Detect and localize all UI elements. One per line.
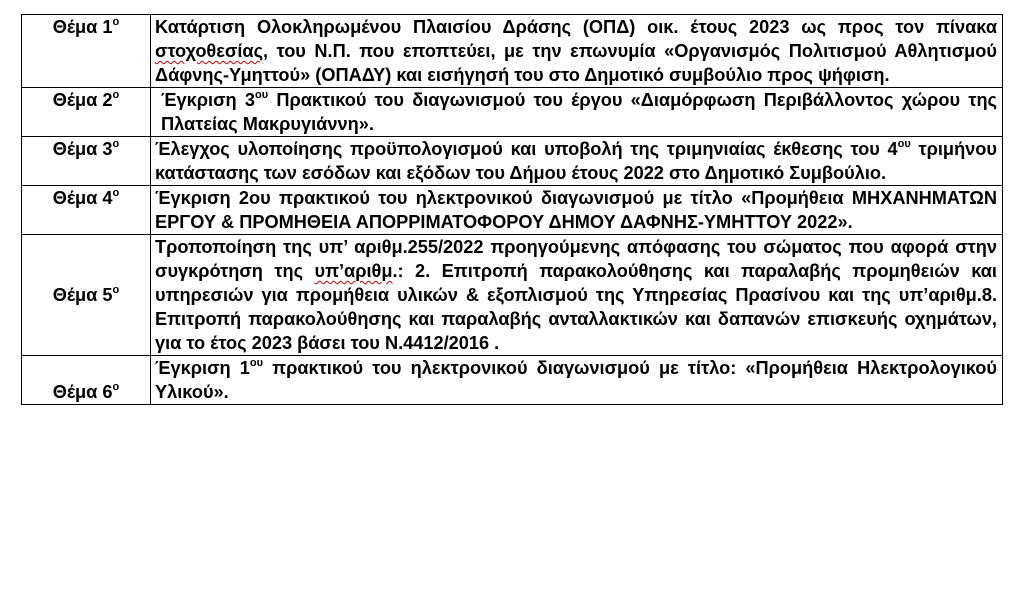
topic-description <box>151 186 1003 235</box>
topic-number: Θέμα 3 <box>52 139 113 159</box>
topic-number: Θέμα 2 <box>52 90 113 110</box>
ordinal-superscript: ο <box>112 283 120 296</box>
spellcheck-word: στοχοθεσίας <box>155 41 264 61</box>
topic-description <box>151 356 1003 405</box>
topic-text: Έλεγχος υλοποίησης προϋπολογισμού και υποβολή της τριμηνιαίας έκθεσης του 4 <box>155 139 898 159</box>
topic-description <box>151 137 1003 186</box>
topic-number: Θέμα 1 <box>52 17 113 37</box>
ordinal-superscript: ο <box>112 186 120 199</box>
ordinal-superscript: ο <box>112 380 120 393</box>
spellcheck-word: υπ’αριθμ <box>314 261 393 281</box>
topic-number: Θέμα 6 <box>52 382 113 402</box>
topic-text: Έγκριση 2ου πρακτικού του ηλεκτρονικού διαγωνισμού με τίτλο «Προμήθεια ΜΗΧΑΝΗΜΑΤΩΝ ΕΡΓΟΥ & ΠΡΟΜΗΘΕΙΑ ΑΠΟΡΡΙΜΑΤΟΦΟΡΟΥ ΔΗΜΟΥ ΔΑΦΝΗΣ-ΥΜΗΤΤΟΥ 2022». <box>155 188 997 232</box>
ordinal-superscript: ο <box>112 15 120 28</box>
topic-label <box>22 137 151 186</box>
topic-text: .: 2. Επιτροπή παρακολούθησης και παραλαβής προμηθειών και υπηρεσιών για προμήθεια υλικών & εξοπλισμού της Υπηρεσίας Πρασίνου και της υπ’αριθμ.8. Επιτροπή παρακολούθησης και παραλαβής ανταλλακτικών και δαπανών επισκευής οχημάτων, για το έτος 2023 βάσει του Ν.4412/2016 . <box>155 261 997 353</box>
topic-text: Τροποποίηση της υπ’ αριθμ.255/2022 προηγούμενης απόφασης του σώματος που αφορά στην συγκρότηση της <box>155 237 997 281</box>
table-row <box>22 137 1003 186</box>
topic-text: Έγκριση 1 <box>155 358 250 378</box>
topic-label <box>22 235 151 356</box>
topic-text: τριμήνου κατάστασης των εσόδων και εξόδων του Δήμου έτους 2022 στο Δημοτικό Συμβούλιο. <box>155 139 997 183</box>
topic-label <box>22 88 151 137</box>
ordinal-superscript: ου <box>897 137 911 150</box>
table-row <box>22 88 1003 137</box>
topic-description <box>151 88 1003 137</box>
ordinal-superscript: ο <box>112 137 120 150</box>
table-row <box>22 356 1003 405</box>
table-row <box>22 15 1003 88</box>
topic-text: , του Ν.Π. που εποπτεύει, με την επωνυμία «Οργανισμός Πολιτισμού Αθλητισμού Δάφνης-Υμηττού» (ΟΠΑΔΥ) και εισήγησή του στο Δημοτικό συμβούλιο προς ψήφιση. <box>155 41 997 85</box>
agenda-table <box>21 14 1003 405</box>
ordinal-superscript: ου <box>249 356 264 369</box>
topic-number: Θέμα 4 <box>52 188 113 208</box>
ordinal-superscript: ο <box>112 88 120 101</box>
table-row <box>22 235 1003 356</box>
topic-text: πρακτικού του ηλεκτρονικού διαγωνισμού με τίτλο: «Προμήθεια Ηλεκτρολογικού Υλικού». <box>155 358 997 402</box>
topic-text: Κατάρτιση Ολοκληρωμένου Πλαισίου Δράσης (ΟΠΔ) οικ. έτους 2023 ως προς τον πίνακα <box>155 17 997 37</box>
topic-label <box>22 356 151 405</box>
topic-label <box>22 15 151 88</box>
topic-description <box>151 15 1003 88</box>
topic-text: Έγκριση 3 <box>161 90 255 110</box>
topic-text: Πρακτικού του διαγωνισμού του έργου «Διαμόρφωση Περιβάλλοντος χώρου της Πλατείας Μακρυγιάννη». <box>161 90 998 134</box>
table-row <box>22 186 1003 235</box>
topic-label <box>22 186 151 235</box>
ordinal-superscript: ου <box>254 88 269 101</box>
topic-number: Θέμα 5 <box>52 285 113 305</box>
topic-description <box>151 235 1003 356</box>
